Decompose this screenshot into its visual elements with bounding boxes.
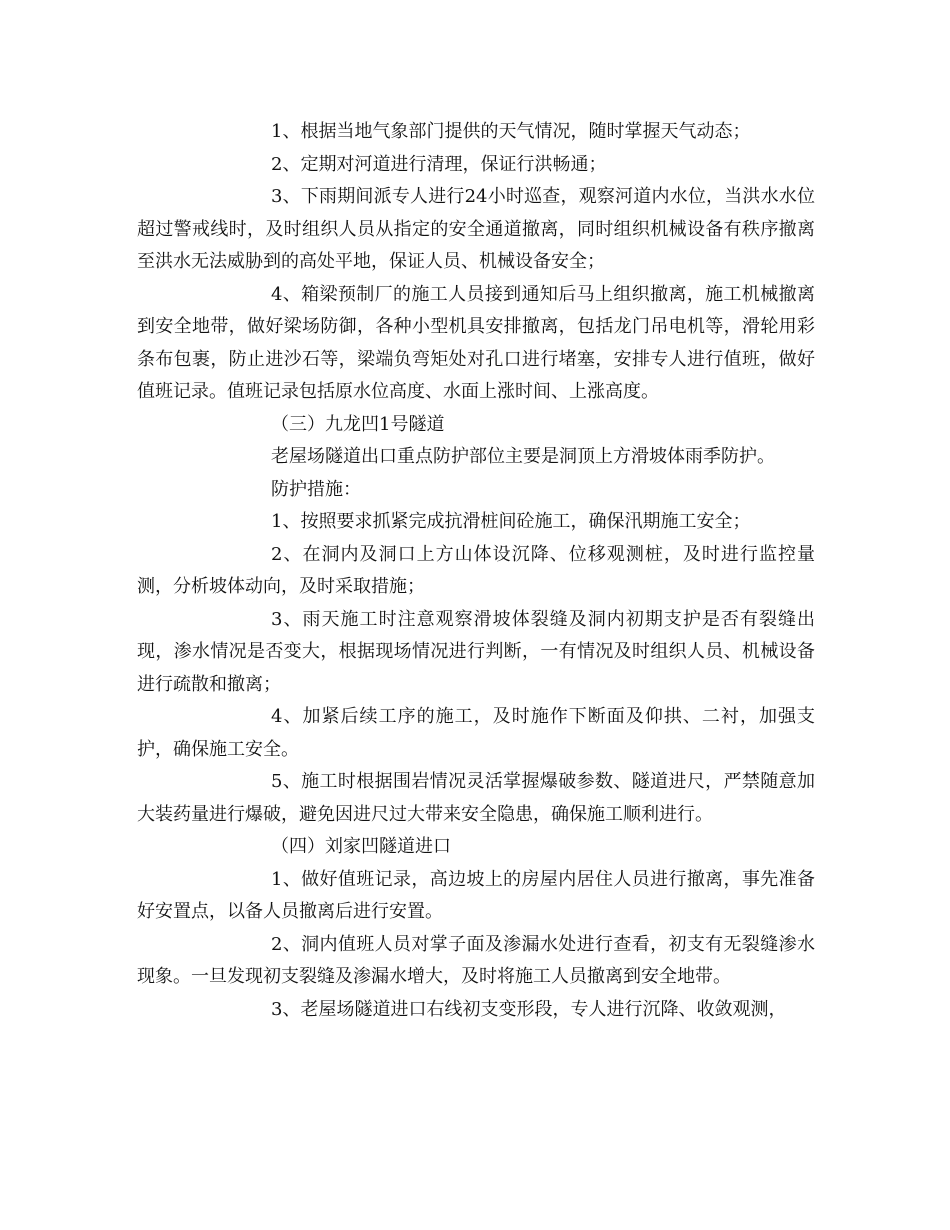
paragraph-deformation-observation: 3、老屋场隧道进口右线初支变形段，专人进行沉降、收敛观测， <box>271 998 787 1020</box>
paragraph-river-cleaning: 2、定期对河道进行清理，保证行洪畅通； <box>271 153 607 175</box>
paragraph-beam-yard-evacuation: 4、箱梁预制厂的施工人员接到通知后马上组织撤离，施工机械撤离到安全地带，做好梁场防御，各种小型机具安排撤离，包括龙门吊电机等，滑轮用彩条布包裹，防止进沙石等，梁端负弯矩处对孔口进行堵塞，安排专人进行值班，做好值班记录。值班记录包括原水位高度、水面上涨时间、上涨高度。 <box>137 283 815 402</box>
paragraph-follow-up-construction: 4、加紧后续工序的施工，及时施作下断面及仰拱、二衬，加强支护，确保施工安全。 <box>137 706 815 760</box>
paragraph-duty-record-evacuation: 1、做好值班记录，高边坡上的房屋内居住人员进行撤离，事先准备好安置点，以备人员撤离后进行安置。 <box>137 868 815 922</box>
paragraph-anti-slide-pile: 1、按照要求抓紧完成抗滑桩间砼施工，确保汛期施工安全； <box>271 511 751 532</box>
paragraph-protection-measures-label: 防护措施： <box>271 478 361 500</box>
paragraph-settlement-monitoring: 2、在洞内及洞口上方山体设沉降、位移观测桩，及时进行监控量测，分析坡体动向，及时采取措施； <box>137 543 815 597</box>
paragraph-rainy-day-observation: 3、雨天施工时注意观察滑坡体裂缝及洞内初期支护是否有裂缝出现，渗水情况是否变大，根据现场情况进行判断，一有情况及时组织人员、机械设备进行疏散和撤离； <box>137 608 815 695</box>
paragraph-face-inspection: 2、洞内值班人员对掌子面及渗漏水处进行查看，初支有无裂缝渗水现象。一旦发现初支裂缝及渗漏水增大，及时将施工人员撤离到安全地带。 <box>137 933 815 987</box>
section-heading-jiulongao-tunnel: （三）九龙凹1号隧道 <box>271 413 445 435</box>
paragraph-weather-monitoring: 1、根据当地气象部门提供的天气情况，随时掌握天气动态； <box>271 121 751 142</box>
paragraph-rain-patrol: 3、下雨期间派专人进行24小时巡查，观察河道内水位，当洪水水位超过警戒线时，及时组织人员从指定的安全通道撤离，同时组织机械设备有秩序撤离至洪水无法威胁到的高处平地，保证人员、机械设备安全； <box>137 186 815 272</box>
document-body <box>137 116 815 1026</box>
paragraph-blasting-parameters: 5、施工时根据围岩情况灵活掌握爆破参数、隧道进尺，严禁随意加大装药量进行爆破，避免因进尺过大带来安全隐患，确保施工顺利进行。 <box>137 771 815 825</box>
section-heading-liujiaao-tunnel: （四）刘家凹隧道进口 <box>271 836 451 857</box>
paragraph-key-protection-area: 老屋场隧道出口重点防护部位主要是洞顶上方滑坡体雨季防护。 <box>271 446 775 467</box>
